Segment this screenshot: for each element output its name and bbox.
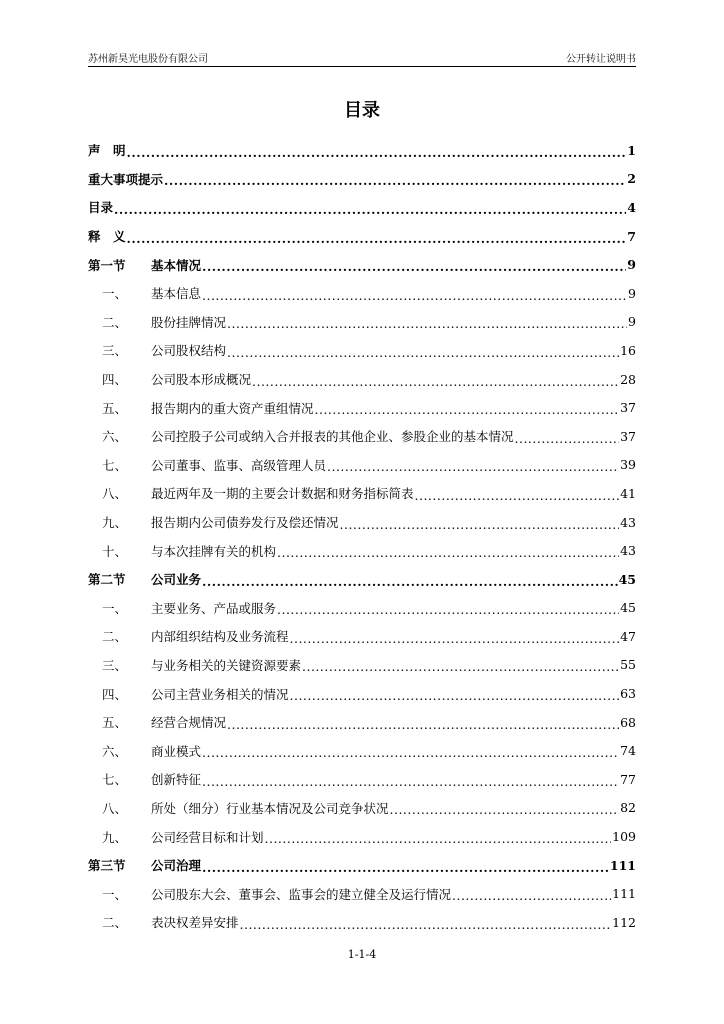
toc-dot-leader [290,688,620,703]
toc-entry-page: 16 [620,342,636,358]
toc-entry[interactable] [88,565,636,594]
header-divider [88,66,636,67]
toc-entry-number: 第三节 [88,858,126,874]
toc-entry-number: 六、 [102,743,128,759]
toc-entry[interactable] [88,765,636,794]
toc-entry-page: 82 [620,800,636,816]
toc-entry[interactable] [88,451,636,480]
toc-entry-number: 二、 [102,915,128,931]
toc-entry-page: 47 [620,628,636,644]
toc-entry-number: 一、 [102,886,128,902]
toc-entry[interactable] [88,222,636,251]
toc-entry[interactable] [88,651,636,680]
toc-dot-leader [127,231,627,246]
toc-entry-page: 37 [620,428,636,444]
toc-entry[interactable] [88,250,636,279]
toc-entry[interactable] [88,679,636,708]
toc-entry[interactable] [88,193,636,222]
toc-dot-leader [202,288,627,303]
toc-entry-title: 最近两年及一期的主要会计数据和财务指标简表 [151,486,414,502]
toc-entry[interactable] [88,308,636,337]
toc-entry[interactable] [88,908,636,937]
toc-dot-leader [452,888,611,903]
page-number: 1-1-4 [347,948,377,961]
toc-dot-leader [202,259,626,274]
toc-entry-number: 八、 [102,486,128,502]
toc-entry-number: 五、 [102,400,128,416]
page-title: 目录 [344,100,380,121]
toc-dot-leader [277,545,619,560]
toc-entry-title: 公司业务 [151,572,202,588]
toc-entry-title: 经营合规情况 [151,715,227,731]
toc-entry-page: 74 [620,743,636,759]
toc-entry[interactable] [88,136,636,165]
toc-entry[interactable] [88,536,636,565]
toc-entry-page: 28 [620,371,636,387]
header-company: 苏州新昊光电股份有限公司 [88,54,208,65]
toc-entry-number: 七、 [102,772,128,788]
toc-dot-leader [315,402,620,417]
toc-entry-page: 9 [628,314,636,330]
toc-entry[interactable] [88,165,636,194]
toc-entry[interactable] [88,851,636,880]
header-doc-type: 公开转让说明书 [566,54,636,65]
table-of-contents [88,136,636,937]
toc-entry-title: 所处（细分）行业基本情况及公司竞争状况 [151,800,389,816]
toc-dot-leader [202,574,618,589]
toc-entry-page: 2 [627,171,636,187]
toc-dot-leader [277,602,619,617]
toc-dot-leader [227,717,619,732]
toc-entry-title: 商业模式 [151,743,202,759]
toc-entry[interactable] [88,708,636,737]
toc-entry-number: 一、 [102,286,128,302]
toc-entry-title: 公司董事、监事、高级管理人员 [151,457,327,473]
toc-entry-number: 八、 [102,800,128,816]
toc-dot-leader [327,459,619,474]
toc-entry-page: 41 [620,485,636,501]
toc-dot-leader [240,917,612,932]
toc-entry[interactable] [88,794,636,823]
toc-entry-number: 一、 [102,600,128,616]
toc-entry-number: 七、 [102,457,128,473]
toc-entry-title: 表决权差异安排 [151,915,239,931]
toc-entry[interactable] [88,336,636,365]
toc-dot-leader [290,631,620,646]
toc-dot-leader [202,745,619,760]
toc-entry-page: 4 [627,199,636,215]
toc-entry-title: 公司控股子公司或纳入合并报表的其他企业、参股企业的基本情况 [151,429,514,445]
toc-entry-page: 39 [620,457,636,473]
toc-entry-page: 111 [612,886,636,902]
toc-dot-leader [227,345,619,360]
toc-dot-leader [390,802,620,817]
toc-entry[interactable] [88,822,636,851]
toc-dot-leader [227,316,627,331]
toc-entry[interactable] [88,508,636,537]
toc-entry-page: 112 [612,914,636,930]
toc-entry-title: 公司股东大会、董事会、监事会的建立健全及运行情况 [151,886,452,902]
toc-entry-number: 三、 [102,343,128,359]
toc-entry-page: 43 [620,543,636,559]
toc-entry-page: 9 [628,285,636,301]
toc-entry-page: 7 [627,228,636,244]
toc-dot-leader [202,774,619,789]
toc-entry[interactable] [88,622,636,651]
page-header [88,50,636,66]
toc-entry-page: 43 [620,514,636,530]
toc-entry-page: 77 [620,771,636,787]
toc-entry-page: 55 [620,657,636,673]
toc-entry-title: 声 明 [88,143,126,159]
toc-entry-title: 主要业务、产品或服务 [151,600,277,616]
toc-entry-title: 公司治理 [151,858,202,874]
toc-entry-number: 二、 [102,629,128,645]
toc-entry-number: 九、 [102,515,128,531]
toc-entry-title: 基本信息 [151,286,202,302]
toc-entry-title: 与业务相关的关键资源要素 [151,657,302,673]
toc-dot-leader [265,831,612,846]
toc-entry-number: 三、 [102,657,128,673]
toc-entry-number: 十、 [102,543,128,559]
toc-entry-title: 与本次挂牌有关的机构 [151,543,277,559]
toc-entry-page: 111 [609,857,636,873]
toc-entry[interactable] [88,594,636,623]
toc-entry-number: 二、 [102,314,128,330]
toc-dot-leader [252,374,619,389]
toc-entry-page: 63 [620,686,636,702]
toc-entry-title: 重大事项提示 [88,171,164,187]
toc-entry-title: 公司主营业务相关的情况 [151,686,289,702]
toc-entry-number: 四、 [102,686,128,702]
toc-entry-number: 六、 [102,429,128,445]
toc-entry-title: 公司股本形成概况 [151,372,252,388]
toc-dot-leader [164,173,626,188]
toc-entry-page: 45 [618,571,636,587]
toc-entry-number: 四、 [102,372,128,388]
toc-dot-leader [202,860,609,875]
toc-dot-leader [114,202,626,217]
toc-entry[interactable] [88,279,636,308]
toc-entry[interactable] [88,479,636,508]
toc-entry-title: 释 义 [88,229,126,245]
toc-entry-page: 68 [620,714,636,730]
toc-dot-leader [340,517,620,532]
toc-entry-number: 五、 [102,715,128,731]
toc-entry-title: 公司经营目标和计划 [151,829,264,845]
toc-entry-page: 1 [627,142,636,158]
toc-entry-page: 109 [612,829,636,845]
toc-entry-page: 45 [620,600,636,616]
toc-entry-title: 公司股权结构 [151,343,227,359]
toc-entry-title: 报告期内公司债券发行及偿还情况 [151,515,339,531]
toc-entry-page: 9 [627,257,636,273]
toc-entry-title: 目录 [88,200,114,216]
toc-entry-number: 九、 [102,829,128,845]
toc-entry-page: 37 [620,400,636,416]
toc-dot-leader [302,659,619,674]
toc-entry-number: 第一节 [88,257,126,273]
toc-entry[interactable] [88,422,636,451]
toc-entry-title: 创新特征 [151,772,202,788]
toc-dot-leader [415,488,620,503]
toc-entry[interactable] [88,393,636,422]
toc-entry[interactable] [88,365,636,394]
toc-dot-leader [515,431,620,446]
toc-entry-title: 股份挂牌情况 [151,314,227,330]
toc-entry-title: 报告期内的重大资产重组情况 [151,400,314,416]
toc-entry[interactable] [88,879,636,908]
toc-entry[interactable] [88,736,636,765]
toc-dot-leader [127,145,627,160]
toc-entry-title: 基本情况 [151,257,202,273]
toc-entry-title: 内部组织结构及业务流程 [151,629,289,645]
toc-entry-number: 第二节 [88,572,126,588]
